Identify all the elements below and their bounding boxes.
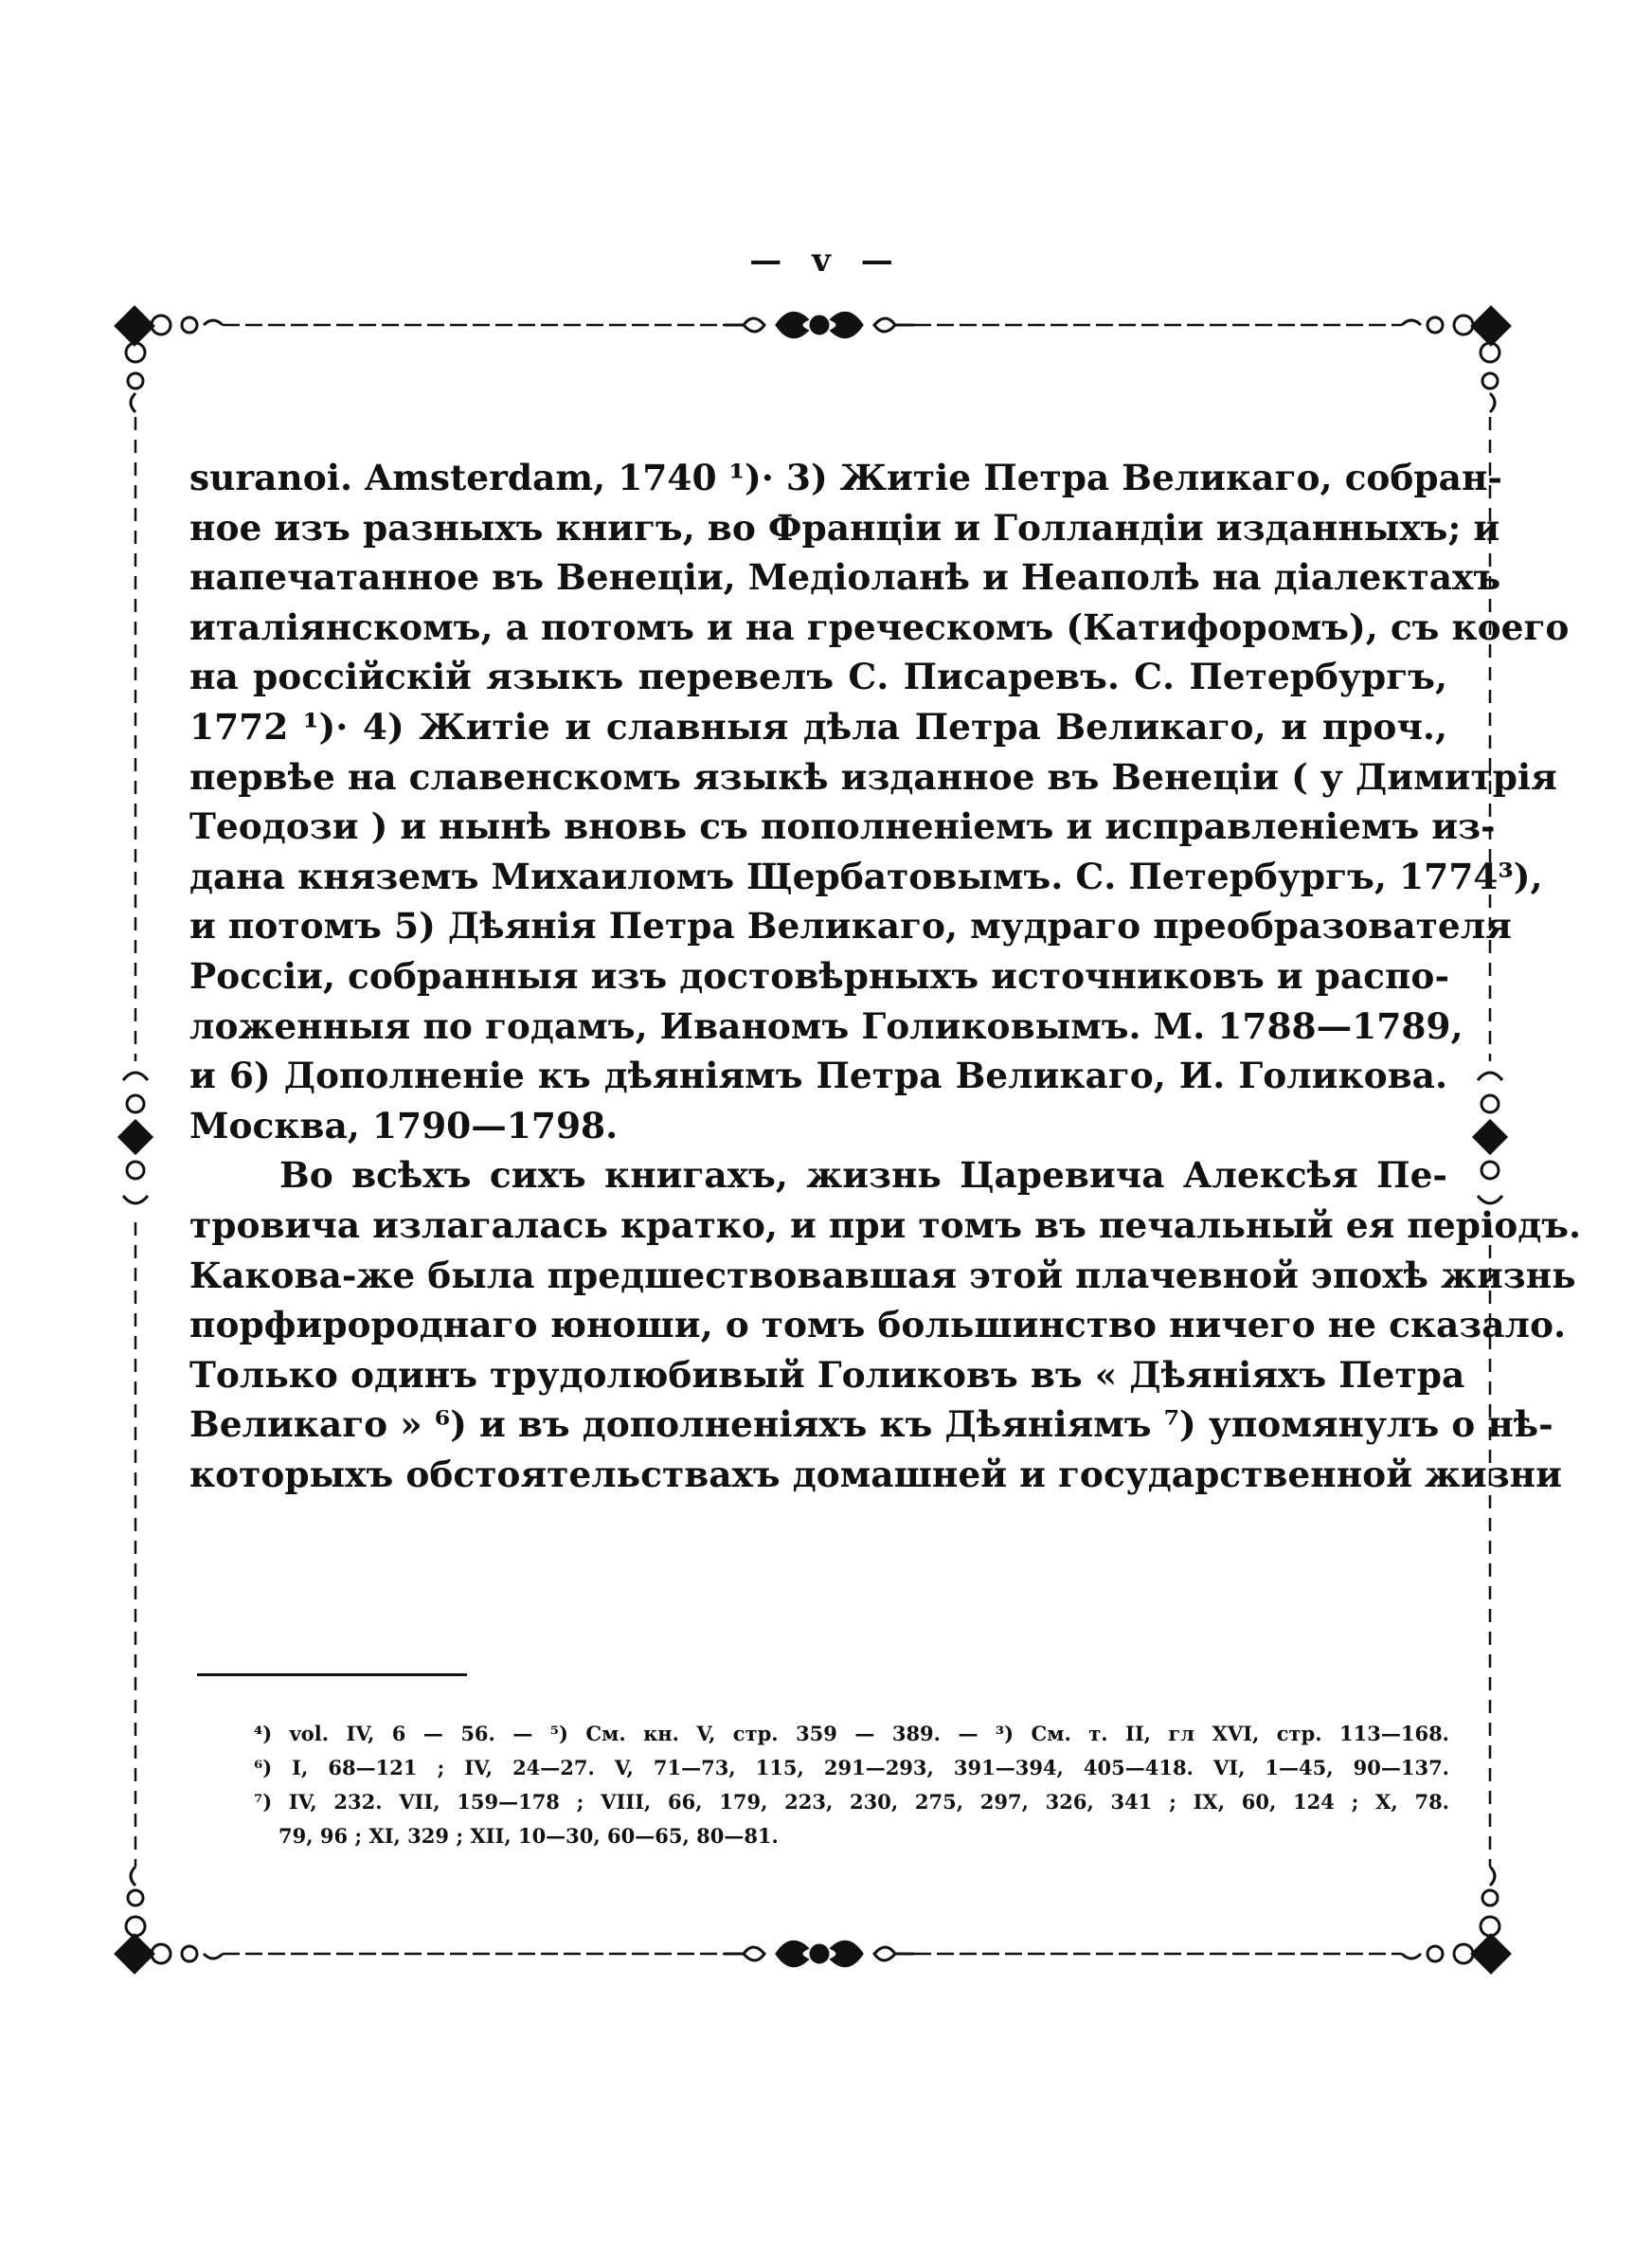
main-text	[189, 453, 1582, 1499]
text-line: первѣе на славенскомъ языкѣ изданное въ Венеціи ( у Димитрія	[189, 755, 1557, 798]
text-line: и потомъ 5) Дѣянія Петра Великаго, мудраго преобразователя	[189, 905, 1512, 948]
footnote: ⁴) vol. IV, 6 — 56. — ⁵) См. кн. V, стр. 359 — 389. — ³) См. т. II, гл XVI, стр. 113—168.	[254, 1722, 1449, 1745]
top-center-ornament	[725, 313, 914, 336]
text-line: напечатанное въ Венеціи, Медіоланѣ и Неаполѣ на діалектахъ	[189, 556, 1501, 599]
bottom-center-ornament	[725, 1941, 914, 1965]
corner-ornament-bottom-left	[116, 1867, 223, 1973]
left-middle-ornament	[119, 1073, 152, 1203]
text-line: на россійскій языкъ перевелъ С. Писаревъ. С. Петербургъ,	[189, 656, 1447, 698]
corner-ornament-bottom-right	[1402, 1867, 1510, 1973]
text-line: ное изъ разныхъ книгъ, во Франціи и Голландіи изданныхъ; и	[189, 506, 1500, 549]
footnote-rule	[197, 1673, 467, 1676]
footnotes	[254, 1717, 1449, 1853]
corner-ornament-top-left	[116, 307, 223, 412]
text-line: Какова-же была предшествовавшая этой плачевной эпохѣ жизнь	[189, 1254, 1576, 1296]
corner-ornament-top-right	[1402, 307, 1510, 412]
text-line: Во всѣхъ сихъ книгахъ, жизнь Царевича Алексѣя Пе-	[279, 1154, 1447, 1197]
paragraph-1	[189, 453, 1570, 1150]
text-line: тровича излагалась кратко, и при томъ въ печальный ея періодъ.	[189, 1203, 1582, 1246]
right-middle-ornament	[1474, 1073, 1506, 1203]
text-line: порфиророднаго юноши, о томъ большинство ничего не сказало.	[189, 1304, 1567, 1346]
text-line: Теодози ) и нынѣ вновь съ пополненіемъ и исправленіемъ из-	[189, 805, 1496, 848]
footnote: ⁷) IV, 232. VII, 159—178 ; VIII, 66, 179, 223, 230, 275, 297, 326, 341 ; IX, 60, 124 ; X, 78.	[254, 1790, 1449, 1814]
text-line: Россіи, собранныя изъ достовѣрныхъ источниковъ и распо-	[189, 954, 1450, 997]
page-number: — v —	[749, 242, 903, 280]
text-line: suranoi. Amsterdam, 1740 ¹)· 3) Житіе Петра Великаго, собран-	[189, 457, 1502, 498]
text-line: дана княземъ Михаиломъ Щербатовымъ. С. Петербургъ, 1774³),	[189, 855, 1543, 897]
text-line: Великаго » ⁶) и въ дополненіяхъ къ Дѣяніямъ ⁷) упомянулъ о нѣ-	[189, 1403, 1553, 1446]
text-line: которыхъ обстоятельствахъ домашней и государственной жизни	[189, 1453, 1562, 1495]
text-line: 1772 ¹)· 4) Житіе и славныя дѣла Петра Великаго, и проч.,	[189, 705, 1447, 748]
text-line: ложенныя по годамъ, Иваномъ Голиковымъ. М. 1788—1789,	[189, 1004, 1463, 1047]
footnote: ⁶) I, 68—121 ; IV, 24—27. V, 71—73, 115, 291—293, 391—394, 405—418. VI, 1—45, 90—137.	[254, 1756, 1449, 1779]
text-line: италіянскомъ, а потомъ и на греческомъ (Катифоромъ), съ коего	[189, 605, 1570, 648]
footnote-continuation: 79, 96 ; XI, 329 ; XII, 10—30, 60—65, 80—81.	[278, 1824, 779, 1848]
text-line: Москва, 1790—1798.	[189, 1104, 619, 1147]
text-line: Только одинъ трудолюбивый Голиковъ въ « Дѣяніяхъ Петра	[189, 1353, 1465, 1396]
paragraph-2	[189, 1150, 1582, 1499]
text-line: и 6) Дополненіе къ дѣяніямъ Петра Великаго, И. Голикова.	[189, 1055, 1447, 1097]
